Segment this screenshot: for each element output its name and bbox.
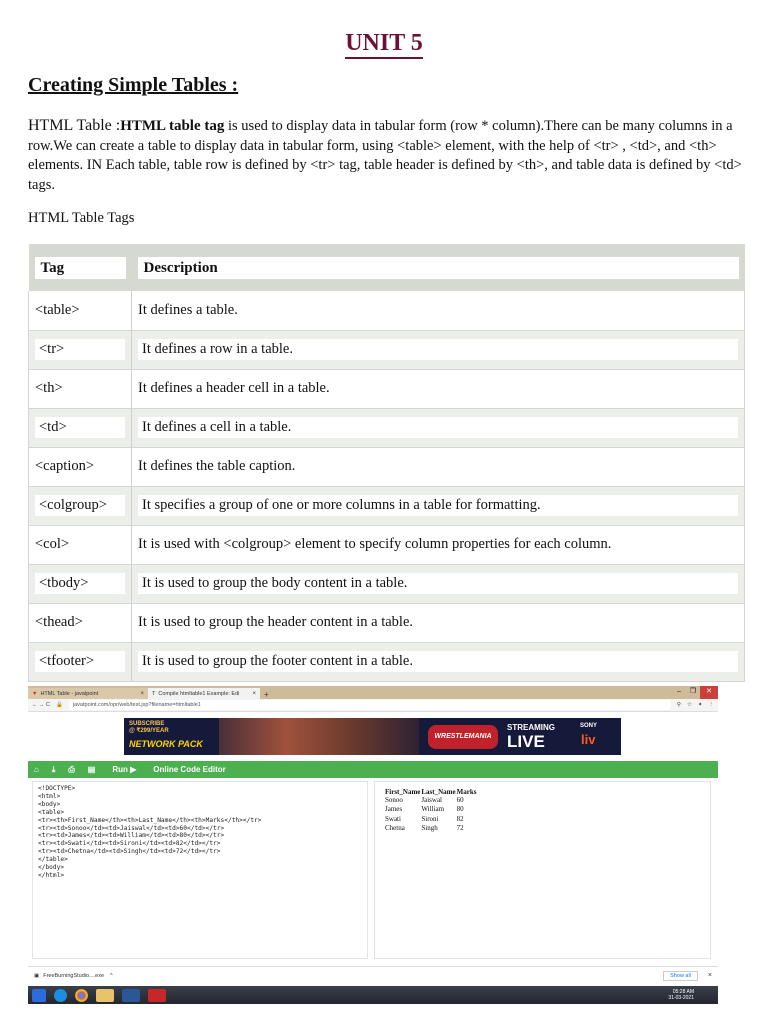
result-cell: 60 bbox=[456, 796, 464, 804]
description-cell bbox=[132, 642, 745, 681]
table-row bbox=[29, 486, 745, 525]
result-cell: Jaiswal bbox=[421, 796, 442, 804]
ad-wrestlemania-logo: WRESTLEMANIA bbox=[428, 725, 498, 749]
result-cell: 82 bbox=[456, 814, 464, 823]
output-panel bbox=[374, 781, 711, 959]
ad-streaming: STREAMING bbox=[507, 723, 555, 732]
browser-tab-compile[interactable] bbox=[148, 688, 260, 699]
tray-date: 31-03-2021 bbox=[668, 995, 694, 1001]
result-cell: 72 bbox=[456, 824, 464, 833]
close-icon[interactable]: × bbox=[252, 690, 256, 697]
extension-icon[interactable]: ✦ bbox=[697, 702, 703, 708]
table-row bbox=[29, 291, 745, 330]
tag-cell: <col> bbox=[29, 525, 132, 564]
result-cell: Sironi bbox=[421, 814, 439, 823]
table-row bbox=[29, 525, 745, 564]
description-cell bbox=[132, 330, 745, 369]
table-row bbox=[29, 408, 745, 447]
print-icon[interactable]: ⎙ bbox=[68, 764, 75, 774]
minimize-icon[interactable]: – bbox=[677, 688, 681, 695]
unit-title-text: UNIT 5 bbox=[345, 30, 423, 59]
tab-title: Compile htmltable1 Example: Edi bbox=[158, 690, 240, 697]
result-table bbox=[385, 788, 477, 834]
url-field[interactable]: javatpoint.com/opr/web/test.jsp?filename=htmltable1 bbox=[69, 700, 671, 710]
address-bar-row bbox=[28, 699, 718, 712]
result-row bbox=[385, 824, 477, 833]
home-icon[interactable]: ⌂ bbox=[34, 765, 39, 774]
run-button[interactable]: Run ▶ bbox=[112, 765, 137, 774]
ad-liv-logo: liv bbox=[581, 732, 596, 747]
tag-cell bbox=[29, 408, 132, 447]
tag-cell bbox=[29, 486, 132, 525]
result-row bbox=[385, 805, 477, 814]
tag-cell-text: <tbody> bbox=[35, 573, 125, 594]
tag-cell-text: <tr> bbox=[35, 339, 125, 360]
ad-subscribe-line1: SUBSCRIBE bbox=[129, 721, 165, 727]
file-icon: ▣ bbox=[34, 972, 40, 979]
result-row bbox=[385, 796, 477, 805]
result-cell: Singh bbox=[421, 824, 438, 833]
window-close-icon[interactable]: ✕ bbox=[700, 686, 718, 699]
menu-icon[interactable]: ⋮ bbox=[708, 702, 714, 708]
code-editor[interactable]: <!DOCTYPE> <html> <body> <table> <tr><th>First_Name</th><th>Last_Name</th><th>Marks</th></tr> <tr><td>Sonoo</td><td>Jaiswal</td><td>60</td></tr> <tr><td>James</td><td>William</td><td>80</td></tr> <tr><td>Swati</td><td>Sironi</td><td>82</td></tr> <tr><td>Chetna</td><td>Singh</td><td>72</td></tr> </table> </body> </html> bbox=[38, 785, 262, 879]
chevron-up-icon[interactable]: ^ bbox=[110, 972, 113, 979]
description-cell: It defines the table caption. bbox=[132, 447, 745, 486]
word-icon[interactable] bbox=[122, 989, 140, 1002]
tag-cell bbox=[29, 330, 132, 369]
download-icon[interactable]: ⤓ bbox=[51, 764, 56, 774]
result-row bbox=[385, 815, 477, 824]
ad-wrestlers-image bbox=[219, 718, 419, 755]
unit-title bbox=[0, 30, 768, 57]
result-cell: Chetna bbox=[385, 824, 405, 833]
tag-header-label: Tag bbox=[35, 257, 126, 279]
table-row bbox=[29, 642, 745, 681]
description-cell: It is used with <colgroup> element to specify column properties for each column. bbox=[132, 525, 745, 564]
description-cell: It defines a table. bbox=[132, 291, 745, 330]
tray-time: 05:28 AM bbox=[672, 989, 694, 995]
close-icon[interactable]: × bbox=[707, 972, 712, 979]
windows-taskbar bbox=[28, 986, 718, 1004]
download-bar bbox=[28, 966, 718, 984]
tag-cell-text: <colgroup> bbox=[35, 495, 125, 516]
editor-title: Online Code Editor bbox=[153, 765, 226, 774]
save-icon[interactable]: ▤ bbox=[87, 765, 96, 774]
editor-toolbar bbox=[28, 761, 718, 778]
file-explorer-icon[interactable] bbox=[96, 989, 114, 1002]
tag-cell bbox=[29, 564, 132, 603]
result-cell: Swati bbox=[385, 814, 401, 823]
code-editor-panel[interactable] bbox=[32, 781, 368, 959]
tags-caption: HTML Table Tags bbox=[28, 210, 135, 226]
chrome-icon[interactable] bbox=[75, 989, 88, 1002]
description-cell bbox=[132, 408, 745, 447]
new-tab-button[interactable]: + bbox=[264, 690, 269, 699]
ad-live: LIVE bbox=[507, 732, 545, 751]
editor-favicon-icon: T bbox=[152, 690, 156, 697]
intro-paragraph bbox=[28, 116, 744, 195]
description-header-cell bbox=[132, 244, 745, 291]
ad-banner[interactable] bbox=[124, 718, 621, 755]
browser-tab-javatpoint[interactable] bbox=[28, 688, 148, 699]
description-cell bbox=[132, 564, 745, 603]
result-header-row bbox=[385, 788, 477, 796]
result-header: Marks bbox=[456, 788, 477, 796]
close-icon[interactable]: × bbox=[140, 690, 144, 697]
acrobat-icon[interactable] bbox=[148, 989, 166, 1002]
table-row bbox=[29, 330, 745, 369]
tab-title: HTML Table - javatpoint bbox=[40, 690, 99, 697]
result-cell: William bbox=[421, 805, 445, 814]
description-cell-text: It defines a row in a table. bbox=[138, 339, 738, 360]
description-cell: It defines a header cell in a table. bbox=[132, 369, 745, 408]
tag-cell: <caption> bbox=[29, 447, 132, 486]
window-controls bbox=[672, 686, 718, 699]
tag-cell: <table> bbox=[29, 291, 132, 330]
intro-bold: HTML table tag bbox=[120, 118, 225, 134]
table-row bbox=[29, 447, 745, 486]
star-icon[interactable]: ☆ bbox=[686, 702, 692, 708]
tag-cell: <thead> bbox=[29, 603, 132, 642]
download-item[interactable]: FreeBurningStudio....exe bbox=[43, 972, 105, 979]
intro-rest: is used to display data in tabular form (row * column).There can be many columns in a row.We can create a table to display data in tabular form, using <table> element, with the help of <tr> , <td>, and <th> elements. IN Each table, table row is defined by <tr> tag, table header is defined by <th>, and table data is defined by <td> tags. bbox=[28, 118, 742, 193]
tag-cell bbox=[29, 642, 132, 681]
tag-cell-text: <td> bbox=[35, 417, 125, 438]
ie-icon[interactable] bbox=[54, 989, 67, 1002]
result-cell: Sonoo bbox=[385, 796, 403, 804]
result-header: First_Name bbox=[385, 788, 421, 796]
restore-icon[interactable]: ❐ bbox=[689, 688, 697, 695]
nav-buttons[interactable]: ← → C bbox=[32, 702, 51, 708]
table-row bbox=[29, 603, 745, 642]
ad-sony: SONY bbox=[580, 723, 598, 729]
javatpoint-favicon-icon: ▼ bbox=[32, 690, 38, 697]
section-heading: Creating Simple Tables : bbox=[28, 74, 239, 96]
result-cell: 80 bbox=[456, 805, 464, 814]
description-header-label: Description bbox=[138, 257, 739, 279]
tag-cell: <th> bbox=[29, 369, 132, 408]
system-tray bbox=[668, 989, 714, 1001]
description-cell-text: It defines a cell in a table. bbox=[138, 417, 738, 438]
ad-subscribe bbox=[129, 721, 169, 735]
start-icon[interactable] bbox=[32, 989, 46, 1002]
description-cell-text: It is used to group the footer content in a table. bbox=[138, 651, 738, 672]
result-cell: James bbox=[385, 805, 403, 814]
description-cell-text: It is used to group the body content in a table. bbox=[138, 573, 738, 594]
show-all-button[interactable]: Show all bbox=[663, 971, 698, 981]
tag-table bbox=[28, 244, 745, 682]
tag-cell-text: <tfooter> bbox=[35, 651, 125, 672]
ad-network-pack: NETWORK PACK bbox=[129, 739, 203, 749]
tag-table-header bbox=[29, 244, 745, 291]
description-cell: It is used to group the header content in a table. bbox=[132, 603, 745, 642]
lock-icon: 🔒 bbox=[56, 702, 63, 708]
browser-tabbar bbox=[28, 686, 718, 699]
description-cell-text: It specifies a group of one or more columns in a table for formatting. bbox=[138, 495, 738, 516]
tag-header-cell bbox=[29, 244, 132, 291]
description-cell bbox=[132, 486, 745, 525]
zoom-icon[interactable]: ⚲ bbox=[676, 702, 681, 708]
ad-subscribe-line2: @ ₹299/YEAR bbox=[129, 728, 169, 734]
intro-lead: HTML Table : bbox=[28, 117, 121, 134]
table-row bbox=[29, 369, 745, 408]
browser-screenshot bbox=[28, 686, 718, 1004]
result-header: Last_Name bbox=[421, 788, 456, 796]
table-row bbox=[29, 564, 745, 603]
